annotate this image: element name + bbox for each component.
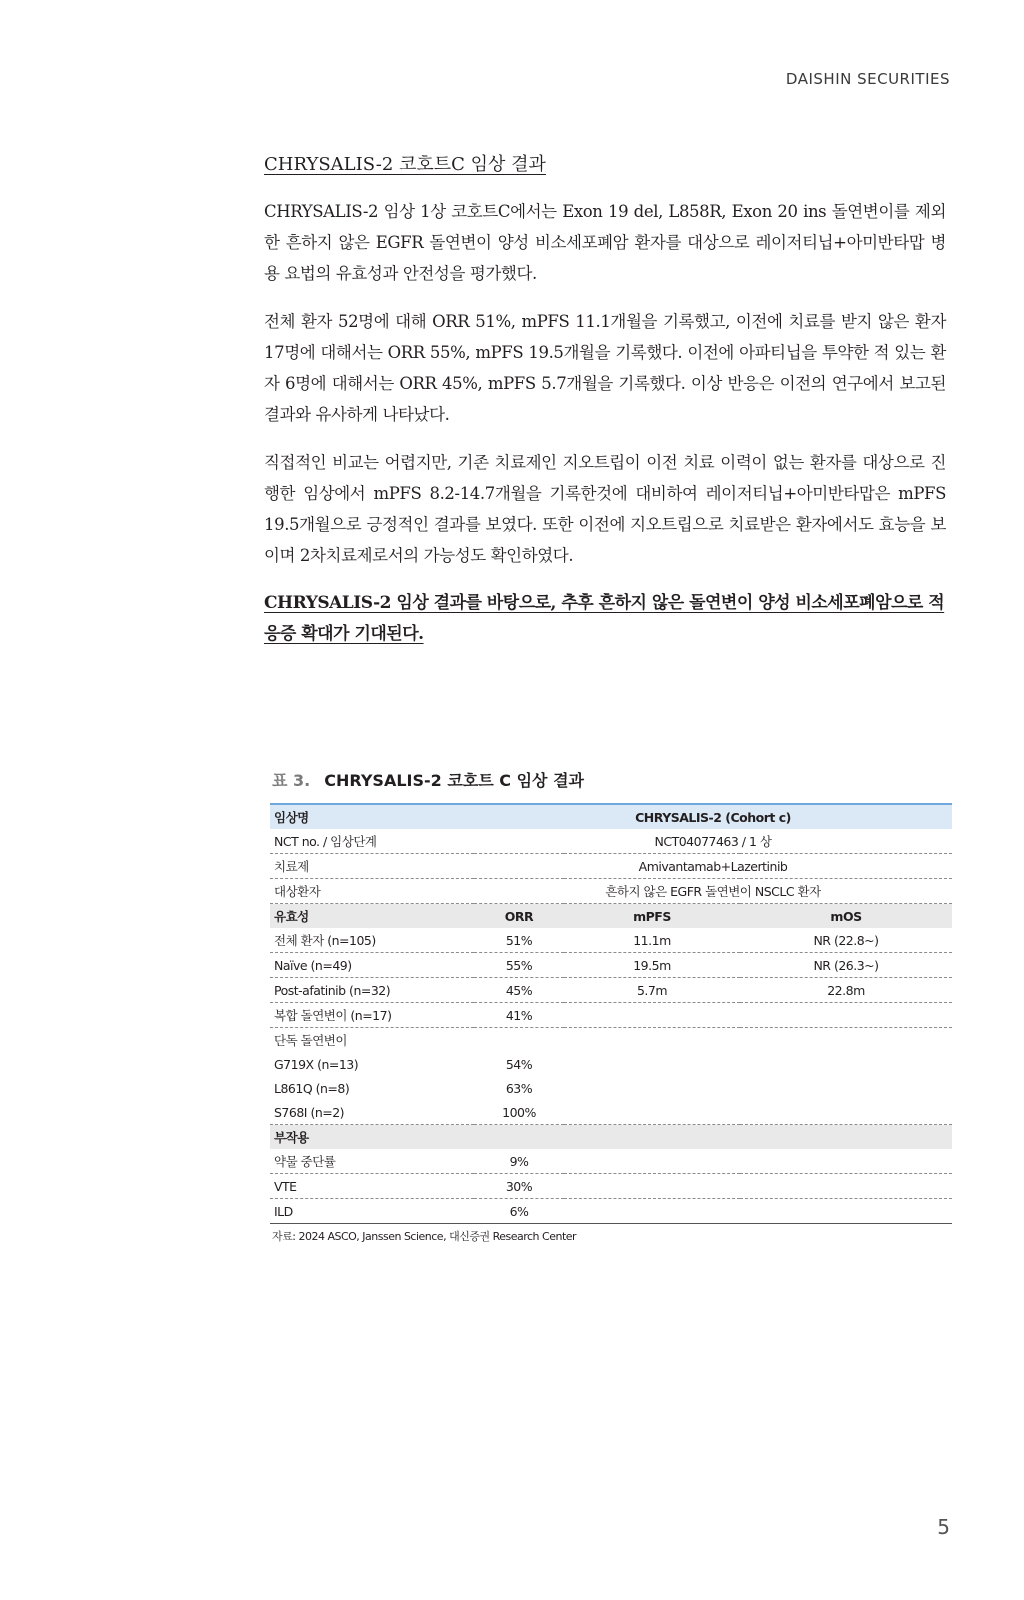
row-label: 치료제 bbox=[270, 854, 474, 879]
trial-label: 임상명 bbox=[270, 804, 474, 829]
row-label: G719X (n=13) bbox=[274, 1056, 359, 1072]
orr-value: 54% bbox=[505, 1056, 533, 1072]
row-label: L861Q (n=8) bbox=[274, 1080, 350, 1096]
orr-value: 55% bbox=[474, 953, 564, 978]
table-row bbox=[270, 1076, 952, 1100]
results-table-section bbox=[270, 768, 952, 1244]
section-title: CHRYSALIS-2 코호트C 임상 결과 bbox=[264, 154, 546, 175]
row-label: 대상환자 bbox=[270, 879, 474, 904]
table-row bbox=[270, 1100, 952, 1125]
mpfs-value bbox=[564, 1003, 740, 1028]
orr-value: 41% bbox=[474, 1003, 564, 1028]
table-row bbox=[270, 978, 952, 1003]
mpfs-value: 5.7m bbox=[564, 978, 740, 1003]
orr-value: 51% bbox=[474, 928, 564, 953]
safety-value: 9% bbox=[474, 1149, 564, 1174]
table-row bbox=[270, 1028, 952, 1053]
page-number: 5 bbox=[937, 1515, 950, 1539]
orr-value: 63% bbox=[505, 1080, 533, 1096]
trial-value: CHRYSALIS-2 (Cohort c) bbox=[474, 804, 952, 829]
results-table bbox=[270, 803, 952, 1224]
row-label: 전체 환자 (n=105) bbox=[270, 928, 474, 953]
table-number: 표 3. bbox=[272, 771, 311, 790]
row-label: Naïve (n=49) bbox=[270, 953, 474, 978]
orr-value: 45% bbox=[474, 978, 564, 1003]
table-row bbox=[270, 953, 952, 978]
table-source: 자료: 2024 ASCO, Janssen Science, 대신증권 Research Center bbox=[272, 1230, 577, 1243]
table-header-row bbox=[270, 804, 952, 829]
row-value: Amivantamab+Lazertinib bbox=[474, 854, 952, 879]
paragraph-1: CHRYSALIS-2 임상 1상 코호트C에서는 Exon 19 del, L858R, Exon 20 ins 돌연변이를 제외한 흔하지 않은 EGFR 돌연변이 양성 비소세포폐암 환자를 대상으로 레이저티닙+아미반타맙 병용 요법의 유효성과 안전성을 평가했다. bbox=[264, 202, 946, 283]
orr-value: 100% bbox=[474, 1100, 564, 1125]
mos-value: NR (26.3~) bbox=[740, 953, 952, 978]
efficacy-header-row bbox=[270, 904, 952, 929]
row-label: NCT no. / 임상단계 bbox=[270, 829, 474, 854]
table-row bbox=[270, 854, 952, 879]
row-value: 흔하지 않은 EGFR 돌연변이 NSCLC 환자 bbox=[474, 879, 952, 904]
table-row bbox=[270, 829, 952, 854]
row-label: 복합 돌연변이 (n=17) bbox=[270, 1003, 474, 1028]
company-header: DAISHIN SECURITIES bbox=[785, 70, 950, 88]
table-row bbox=[270, 1052, 952, 1076]
safety-value: 6% bbox=[474, 1199, 564, 1224]
mpfs-header: mPFS bbox=[564, 904, 740, 929]
orr-header: ORR bbox=[474, 904, 564, 929]
row-label: 단독 돌연변이 bbox=[274, 1033, 347, 1048]
mpfs-value: 11.1m bbox=[564, 928, 740, 953]
table-row bbox=[270, 1199, 952, 1224]
paragraph-3: 직접적인 비교는 어렵지만, 기존 치료제인 지오트립이 이전 치료 이력이 없는 환자를 대상으로 진행한 임상에서 mPFS 8.2-14.7개월을 기록한것에 대비하여 레이저티닙+아미반타맙은 mPFS 19.5개월으로 긍정적인 결과를 보였다. 또한 이전에 지오트립으로 치료받은 환자에서도 효능을 보이며 2차치료제로서의 가능성도 확인하였다. bbox=[264, 453, 946, 565]
row-label: ILD bbox=[270, 1199, 474, 1224]
table-title: CHRYSALIS-2 코호트 C 임상 결과 bbox=[324, 771, 584, 790]
conclusion-text: CHRYSALIS-2 임상 결과를 바탕으로, 추후 흔하지 않은 돌연변이 양성 비소세포폐암으로 적응증 확대가 기대된다. bbox=[264, 593, 945, 644]
mos-value bbox=[740, 1003, 952, 1028]
table-row bbox=[270, 928, 952, 953]
row-label: S768I (n=2) bbox=[270, 1100, 474, 1125]
paragraph-2: 전체 환자 52명에 대해 ORR 51%, mPFS 11.1개월을 기록했고, 이전에 치료를 받지 않은 환자 17명에 대해서는 ORR 55%, mPFS 19.5개월을 기록했다. 이전에 아파티닙을 투약한 적 있는 환자 6명에 대해서는 ORR 45%, mPFS 5.7개월을 기록했다. 이상 반응은 이전의 연구에서 보고된 결과와 유사하게 나타났다. bbox=[264, 312, 946, 424]
safety-label: 부작용 bbox=[270, 1125, 474, 1150]
row-label: 약물 중단률 bbox=[270, 1149, 474, 1174]
mpfs-value: 19.5m bbox=[564, 953, 740, 978]
mos-value: 22.8m bbox=[740, 978, 952, 1003]
table-row bbox=[270, 1174, 952, 1199]
safety-value: 30% bbox=[474, 1174, 564, 1199]
main-content bbox=[264, 150, 946, 650]
row-label: VTE bbox=[270, 1174, 474, 1199]
row-label: Post-afatinib (n=32) bbox=[270, 978, 474, 1003]
mos-value: NR (22.8~) bbox=[740, 928, 952, 953]
table-row bbox=[270, 1149, 952, 1174]
efficacy-label: 유효성 bbox=[270, 904, 474, 929]
mos-header: mOS bbox=[740, 904, 952, 929]
table-row bbox=[270, 879, 952, 904]
table-caption bbox=[272, 768, 952, 791]
safety-header-row bbox=[270, 1125, 952, 1150]
table-row bbox=[270, 1003, 952, 1028]
row-value: NCT04077463 / 1 상 bbox=[474, 829, 952, 854]
